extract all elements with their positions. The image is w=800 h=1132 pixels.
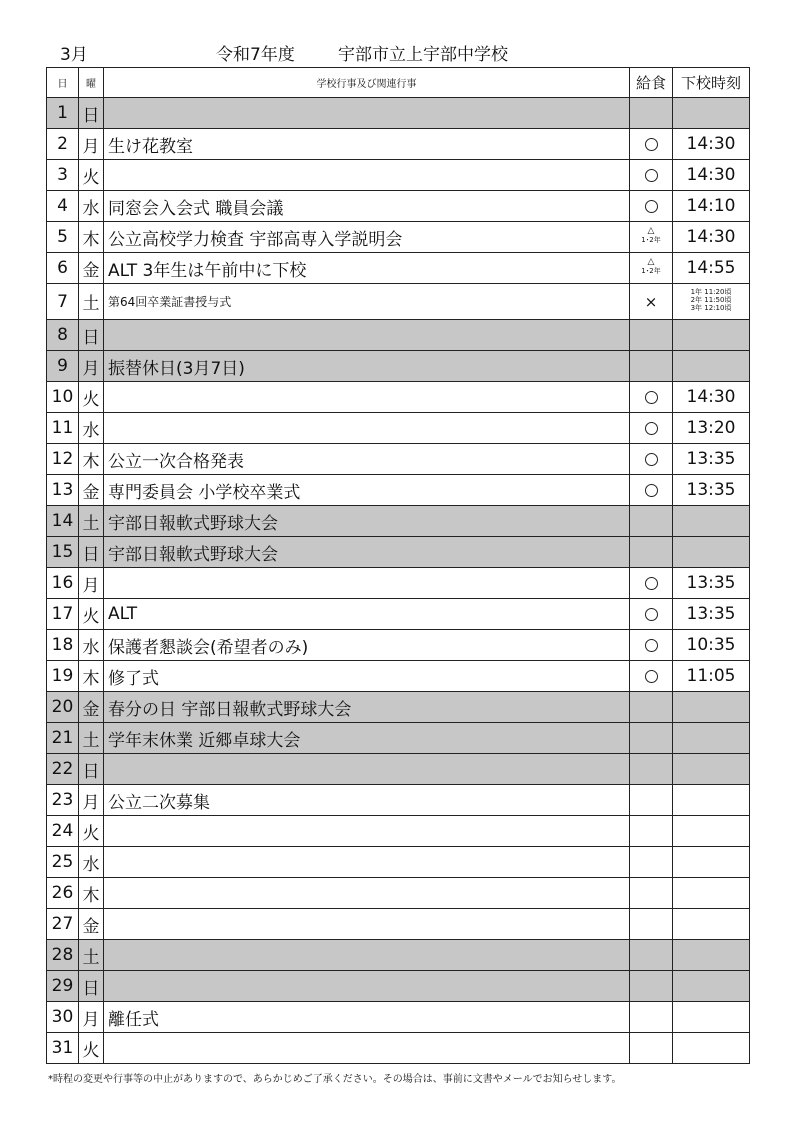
table-row xyxy=(47,599,750,630)
event-cell: 公立一次合格発表 xyxy=(104,444,630,475)
event-cell xyxy=(104,98,630,129)
dismissal-time-cell xyxy=(673,878,750,909)
dismissal-time-cell xyxy=(673,940,750,971)
dismissal-time-cell xyxy=(673,1002,750,1033)
lunch-cell xyxy=(630,160,673,191)
dismissal-time-cell xyxy=(673,506,750,537)
lunch-served-icon xyxy=(645,484,658,497)
lunch-cell xyxy=(630,537,673,568)
day-cell: 21 xyxy=(47,723,79,754)
weekday-cell: 水 xyxy=(79,630,104,661)
column-header-lunch: 給食 xyxy=(630,68,673,98)
table-row xyxy=(47,630,750,661)
dismissal-time-cell: 10:35 xyxy=(673,630,750,661)
weekday-cell: 月 xyxy=(79,785,104,816)
weekday-cell: 水 xyxy=(79,847,104,878)
table-row xyxy=(47,878,750,909)
lunch-cell xyxy=(630,191,673,222)
table-row xyxy=(47,475,750,506)
dismissal-time-cell xyxy=(673,847,750,878)
day-cell: 25 xyxy=(47,847,79,878)
lunch-served-icon xyxy=(645,670,658,683)
grade-dismissal-time: 1年 11:20頃 xyxy=(690,288,732,296)
lunch-served-icon xyxy=(645,577,658,590)
event-cell xyxy=(104,568,630,599)
day-cell: 28 xyxy=(47,940,79,971)
month-title: 3月 xyxy=(60,45,88,65)
day-cell: 10 xyxy=(47,382,79,413)
event-cell: 専門委員会 小学校卒業式 xyxy=(104,475,630,506)
event-cell xyxy=(104,413,630,444)
weekday-cell: 土 xyxy=(79,940,104,971)
lunch-cell xyxy=(630,630,673,661)
day-cell: 6 xyxy=(47,253,79,284)
event-cell: ALT 3年生は午前中に下校 xyxy=(104,253,630,284)
weekday-cell: 土 xyxy=(79,506,104,537)
table-row xyxy=(47,413,750,444)
dismissal-time-cell xyxy=(673,1033,750,1064)
day-cell: 12 xyxy=(47,444,79,475)
lunch-cell xyxy=(630,568,673,599)
event-cell: 保護者懇談会(希望者のみ) xyxy=(104,630,630,661)
day-cell: 8 xyxy=(47,320,79,351)
lunch-served-icon xyxy=(645,391,658,404)
lunch-cell xyxy=(630,475,673,506)
day-cell: 29 xyxy=(47,971,79,1002)
event-cell: 同窓会入会式 職員会議 xyxy=(104,191,630,222)
weekday-cell: 日 xyxy=(79,971,104,1002)
dismissal-times-by-grade xyxy=(691,288,732,312)
table-row xyxy=(47,284,750,320)
lunch-served-icon xyxy=(645,453,658,466)
table-row xyxy=(47,537,750,568)
column-header-weekday: 曜 xyxy=(79,68,104,98)
dismissal-time-cell xyxy=(673,785,750,816)
lunch-cell xyxy=(630,909,673,940)
dismissal-time-cell xyxy=(673,723,750,754)
triangle-icon: △ xyxy=(647,226,655,236)
event-cell xyxy=(104,320,630,351)
dismissal-time-cell xyxy=(673,537,750,568)
weekday-cell: 土 xyxy=(79,723,104,754)
schedule-table xyxy=(46,67,750,1064)
table-row xyxy=(47,940,750,971)
weekday-cell: 木 xyxy=(79,661,104,692)
weekday-cell: 土 xyxy=(79,284,104,320)
lunch-cell xyxy=(630,444,673,475)
day-cell: 18 xyxy=(47,630,79,661)
dismissal-time-cell: 14:30 xyxy=(673,382,750,413)
weekday-cell: 木 xyxy=(79,222,104,253)
table-row xyxy=(47,506,750,537)
event-cell xyxy=(104,971,630,1002)
event-cell xyxy=(104,382,630,413)
weekday-cell: 水 xyxy=(79,413,104,444)
event-cell xyxy=(104,909,630,940)
triangle-icon: △ xyxy=(647,257,655,267)
weekday-cell: 水 xyxy=(79,191,104,222)
event-cell: 生け花教室 xyxy=(104,129,630,160)
table-row xyxy=(47,785,750,816)
weekday-cell: 火 xyxy=(79,160,104,191)
lunch-grade-note: 1･2年 xyxy=(641,267,661,275)
day-cell: 14 xyxy=(47,506,79,537)
table-row xyxy=(47,382,750,413)
lunch-cell xyxy=(630,661,673,692)
day-cell: 31 xyxy=(47,1033,79,1064)
table-row xyxy=(47,444,750,475)
lunch-cell xyxy=(630,599,673,630)
day-cell: 4 xyxy=(47,191,79,222)
lunch-cell xyxy=(630,129,673,160)
dismissal-time-cell: 13:35 xyxy=(673,599,750,630)
day-cell: 16 xyxy=(47,568,79,599)
day-cell: 9 xyxy=(47,351,79,382)
column-header-day: 日 xyxy=(47,68,79,98)
lunch-cell xyxy=(630,785,673,816)
lunch-served-icon xyxy=(645,422,658,435)
lunch-cell xyxy=(630,692,673,723)
event-cell: 振替休日(3月7日) xyxy=(104,351,630,382)
footnote: *時程の変更や行事等の中止がありますので、あらかじめご了承ください。その場合は、事前に文書やメールでお知らせします。 xyxy=(48,1074,622,1085)
lunch-cell xyxy=(630,1033,673,1064)
fiscal-year: 令和7年度 xyxy=(216,45,295,65)
column-header-events: 学校行事及び関連行事 xyxy=(104,68,630,98)
weekday-cell: 日 xyxy=(79,754,104,785)
no-lunch-icon: × xyxy=(644,292,658,311)
table-header-row xyxy=(47,68,750,98)
lunch-cell xyxy=(630,253,673,284)
day-cell: 3 xyxy=(47,160,79,191)
lunch-served-icon xyxy=(645,138,658,151)
day-cell: 22 xyxy=(47,754,79,785)
event-cell xyxy=(104,160,630,191)
dismissal-time-cell xyxy=(673,909,750,940)
day-cell: 27 xyxy=(47,909,79,940)
lunch-cell xyxy=(630,940,673,971)
weekday-cell: 火 xyxy=(79,816,104,847)
lunch-cell xyxy=(630,754,673,785)
dismissal-time-cell xyxy=(673,816,750,847)
dismissal-time-cell: 14:10 xyxy=(673,191,750,222)
day-cell: 11 xyxy=(47,413,79,444)
weekday-cell: 日 xyxy=(79,98,104,129)
lunch-cell xyxy=(630,98,673,129)
lunch-partial-icon xyxy=(641,227,660,245)
lunch-cell xyxy=(630,382,673,413)
weekday-cell: 月 xyxy=(79,351,104,382)
weekday-cell: 日 xyxy=(79,537,104,568)
event-cell: 第64回卒業証書授与式 xyxy=(104,284,630,320)
day-cell: 13 xyxy=(47,475,79,506)
day-cell: 26 xyxy=(47,878,79,909)
table-row xyxy=(47,1002,750,1033)
table-row xyxy=(47,351,750,382)
table-row xyxy=(47,129,750,160)
lunch-served-icon xyxy=(645,639,658,652)
lunch-served-icon xyxy=(645,608,658,621)
dismissal-time-cell xyxy=(673,351,750,382)
weekday-cell: 木 xyxy=(79,444,104,475)
table-row xyxy=(47,98,750,129)
table-row xyxy=(47,847,750,878)
table-row xyxy=(47,754,750,785)
lunch-cell xyxy=(630,878,673,909)
table-row xyxy=(47,320,750,351)
dismissal-time-cell xyxy=(673,320,750,351)
table-row xyxy=(47,971,750,1002)
dismissal-time-cell: 11:05 xyxy=(673,661,750,692)
dismissal-time-cell: 14:30 xyxy=(673,222,750,253)
weekday-cell: 日 xyxy=(79,320,104,351)
lunch-served-icon xyxy=(645,169,658,182)
table-row xyxy=(47,909,750,940)
grade-dismissal-time: 3年 12:10頃 xyxy=(690,304,732,312)
event-cell xyxy=(104,847,630,878)
day-cell: 15 xyxy=(47,537,79,568)
day-cell: 30 xyxy=(47,1002,79,1033)
dismissal-time-cell xyxy=(673,284,750,320)
lunch-cell xyxy=(630,284,673,320)
dismissal-time-cell xyxy=(673,98,750,129)
dismissal-time-cell: 13:35 xyxy=(673,475,750,506)
event-cell: 宇部日報軟式野球大会 xyxy=(104,506,630,537)
dismissal-time-cell xyxy=(673,692,750,723)
table-row xyxy=(47,222,750,253)
event-cell xyxy=(104,1033,630,1064)
day-cell: 23 xyxy=(47,785,79,816)
dismissal-time-cell: 14:30 xyxy=(673,160,750,191)
dismissal-time-cell: 13:35 xyxy=(673,444,750,475)
lunch-cell xyxy=(630,816,673,847)
event-cell xyxy=(104,816,630,847)
day-cell: 2 xyxy=(47,129,79,160)
lunch-cell xyxy=(630,723,673,754)
day-cell: 5 xyxy=(47,222,79,253)
dismissal-time-cell: 13:35 xyxy=(673,568,750,599)
school-name: 宇部市立上宇部中学校 xyxy=(338,45,508,65)
event-cell: 修了式 xyxy=(104,661,630,692)
weekday-cell: 火 xyxy=(79,599,104,630)
table-row xyxy=(47,661,750,692)
event-cell: 宇部日報軟式野球大会 xyxy=(104,537,630,568)
weekday-cell: 月 xyxy=(79,1002,104,1033)
weekday-cell: 金 xyxy=(79,692,104,723)
table-row xyxy=(47,568,750,599)
table-row xyxy=(47,160,750,191)
day-cell: 7 xyxy=(47,284,79,320)
lunch-cell xyxy=(630,506,673,537)
lunch-cell xyxy=(630,351,673,382)
table-row xyxy=(47,253,750,284)
event-cell: 離任式 xyxy=(104,1002,630,1033)
event-cell xyxy=(104,940,630,971)
dismissal-time-cell xyxy=(673,971,750,1002)
event-cell: 春分の日 宇部日報軟式野球大会 xyxy=(104,692,630,723)
weekday-cell: 月 xyxy=(79,568,104,599)
weekday-cell: 木 xyxy=(79,878,104,909)
lunch-served-icon xyxy=(645,200,658,213)
lunch-cell xyxy=(630,1002,673,1033)
grade-dismissal-time: 2年 11:50頃 xyxy=(690,296,732,304)
lunch-cell xyxy=(630,222,673,253)
weekday-cell: 火 xyxy=(79,382,104,413)
table-row xyxy=(47,191,750,222)
lunch-cell xyxy=(630,320,673,351)
day-cell: 20 xyxy=(47,692,79,723)
weekday-cell: 金 xyxy=(79,475,104,506)
weekday-cell: 月 xyxy=(79,129,104,160)
column-header-dismissal-time: 下校時刻 xyxy=(673,68,750,98)
table-row xyxy=(47,816,750,847)
event-cell xyxy=(104,878,630,909)
dismissal-time-cell: 14:30 xyxy=(673,129,750,160)
day-cell: 17 xyxy=(47,599,79,630)
dismissal-time-cell: 13:20 xyxy=(673,413,750,444)
day-cell: 1 xyxy=(47,98,79,129)
event-cell: 公立二次募集 xyxy=(104,785,630,816)
lunch-cell xyxy=(630,847,673,878)
event-cell xyxy=(104,754,630,785)
weekday-cell: 火 xyxy=(79,1033,104,1064)
lunch-cell xyxy=(630,413,673,444)
lunch-partial-icon xyxy=(641,258,660,276)
event-cell: 公立高校学力検査 宇部高専入学説明会 xyxy=(104,222,630,253)
table-row xyxy=(47,723,750,754)
lunch-grade-note: 1･2年 xyxy=(641,236,661,244)
event-cell: 学年末休業 近郷卓球大会 xyxy=(104,723,630,754)
weekday-cell: 金 xyxy=(79,253,104,284)
dismissal-time-cell xyxy=(673,754,750,785)
event-cell: ALT xyxy=(104,599,630,630)
lunch-cell xyxy=(630,971,673,1002)
dismissal-time-cell: 14:55 xyxy=(673,253,750,284)
day-cell: 24 xyxy=(47,816,79,847)
day-cell: 19 xyxy=(47,661,79,692)
table-row xyxy=(47,1033,750,1064)
table-row xyxy=(47,692,750,723)
weekday-cell: 金 xyxy=(79,909,104,940)
